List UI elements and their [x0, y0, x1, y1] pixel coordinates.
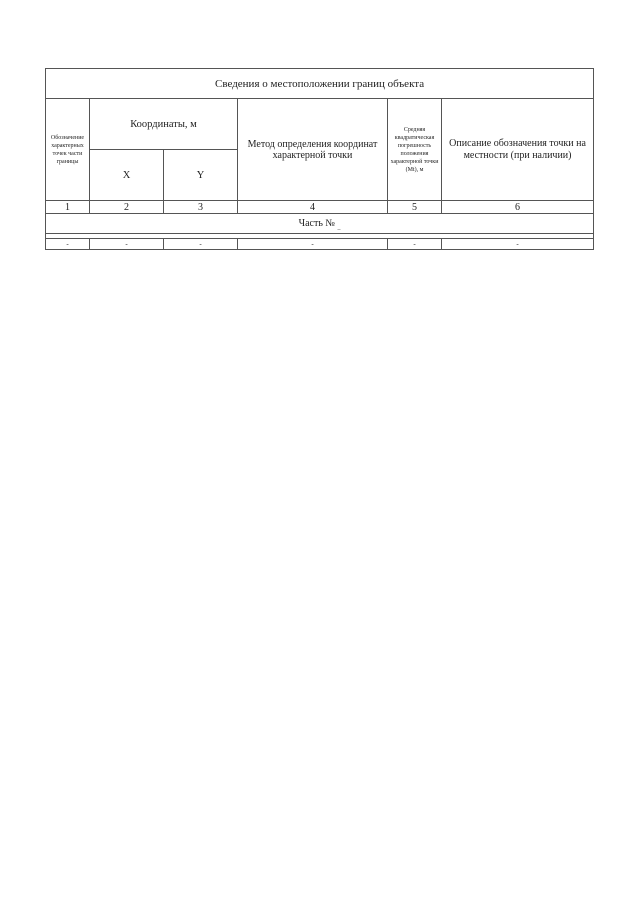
x-header: X	[90, 150, 164, 201]
table-cell: -	[238, 239, 388, 250]
point-designation-header: Обозначение характерных точек части границы	[46, 99, 90, 201]
coordinates-header: Координаты, м	[90, 99, 238, 150]
column-number: 1	[46, 201, 90, 214]
column-number-row	[46, 201, 594, 214]
column-number: 3	[164, 201, 238, 214]
table-cell: -	[90, 239, 164, 250]
mean-error-header: Средняя квадратическая погрешность положения характерной точки (Mt), м	[388, 99, 442, 201]
method-header: Метод определения координат характерной точки	[238, 99, 388, 201]
column-number: 4	[238, 201, 388, 214]
table-row	[46, 239, 594, 250]
table-cell: -	[388, 239, 442, 250]
boundary-document	[45, 68, 593, 250]
description-header: Описание обозначения точки на местности (при наличии)	[442, 99, 594, 201]
part-number: _	[337, 225, 341, 231]
boundary-table	[45, 68, 594, 250]
table-title: Сведения о местоположении границ объекта	[46, 69, 594, 99]
part-row	[46, 214, 594, 234]
table-cell: -	[46, 239, 90, 250]
table-cell: -	[442, 239, 594, 250]
part-label: Часть №	[298, 218, 335, 229]
column-number: 2	[90, 201, 164, 214]
column-number: 6	[442, 201, 594, 214]
y-header: Y	[164, 150, 238, 201]
column-number: 5	[388, 201, 442, 214]
table-cell: -	[164, 239, 238, 250]
